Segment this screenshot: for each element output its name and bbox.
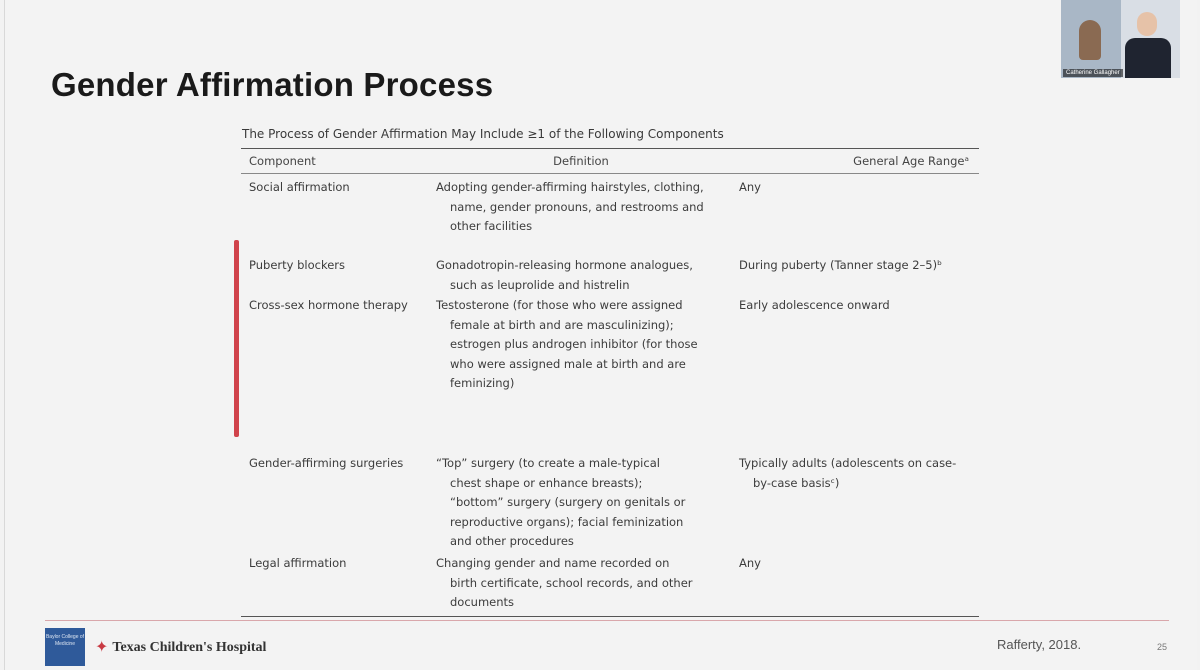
row-component: Gender-affirming surgeries xyxy=(249,456,404,470)
citation: Rafferty, 2018. xyxy=(997,637,1082,652)
participant-head xyxy=(1137,12,1157,36)
participant-figure xyxy=(1079,20,1101,60)
row-age-range: Any xyxy=(739,556,761,570)
participant-name-label: Catherine Gallagher xyxy=(1063,69,1123,77)
row-definition: “Top” surgery (to create a male-typical chest shape or enhance breasts); “bottom” surgery (surgery on genitals or reproductive organs); facial feminization and other procedures xyxy=(436,456,686,548)
row-component: Legal affirmation xyxy=(249,556,347,570)
baylor-logo: Baylor College of Medicine xyxy=(45,628,85,666)
row-age-range: Typically adults (adolescents on case- by-case basisᶜ) xyxy=(739,456,957,490)
header-component: Component xyxy=(249,154,316,168)
presentation-slide xyxy=(4,0,1197,670)
slide-title: Gender Affirmation Process xyxy=(51,66,494,103)
row-age-range: Any xyxy=(739,180,761,194)
components-table xyxy=(241,126,979,617)
participant-body xyxy=(1125,38,1171,78)
page-number: 25 xyxy=(1157,642,1168,652)
table-caption: The Process of Gender Affirmation May Include ≥1 of the Following Components xyxy=(242,127,724,141)
star-icon: ✦ xyxy=(95,639,109,656)
table-row xyxy=(241,454,979,554)
table-row xyxy=(241,554,979,616)
hospital-name: Texas Children's Hospital xyxy=(112,640,267,655)
table-row xyxy=(241,178,979,236)
header-age-range: General Age Rangeᵃ xyxy=(853,154,969,168)
header-definition: Definition xyxy=(553,154,609,168)
row-definition: Gonadotropin-releasing hormone analogues, such as leuprolide and histrelin xyxy=(436,258,693,292)
table-header xyxy=(241,149,979,173)
row-age-range: Early adolescence onward xyxy=(739,298,890,312)
row-component: Cross-sex hormone therapy xyxy=(249,298,408,312)
table-bottom-rule xyxy=(241,616,979,617)
row-age-range: During puberty (Tanner stage 2–5)ᵇ xyxy=(739,258,943,272)
table-header-rule xyxy=(241,173,979,174)
table-row xyxy=(241,296,979,454)
footer-divider xyxy=(45,620,1169,621)
table-row xyxy=(241,256,979,296)
row-component: Social affirmation xyxy=(249,180,350,194)
row-definition: Changing gender and name recorded on birth certificate, school records, and other documents xyxy=(436,556,693,609)
row-definition: Testosterone (for those who were assigned female at birth and are masculinizing); estrogen plus androgen inhibitor (for those who were assigned male at birth and are feminizing) xyxy=(436,298,698,390)
participant-video-tile[interactable] xyxy=(1061,0,1180,78)
row-component: Puberty blockers xyxy=(249,258,345,272)
highlight-bar xyxy=(234,240,239,437)
row-definition: Adopting gender-affirming hairstyles, clothing, name, gender pronouns, and restrooms and other facilities xyxy=(436,180,704,233)
hospital-logo xyxy=(95,640,266,656)
